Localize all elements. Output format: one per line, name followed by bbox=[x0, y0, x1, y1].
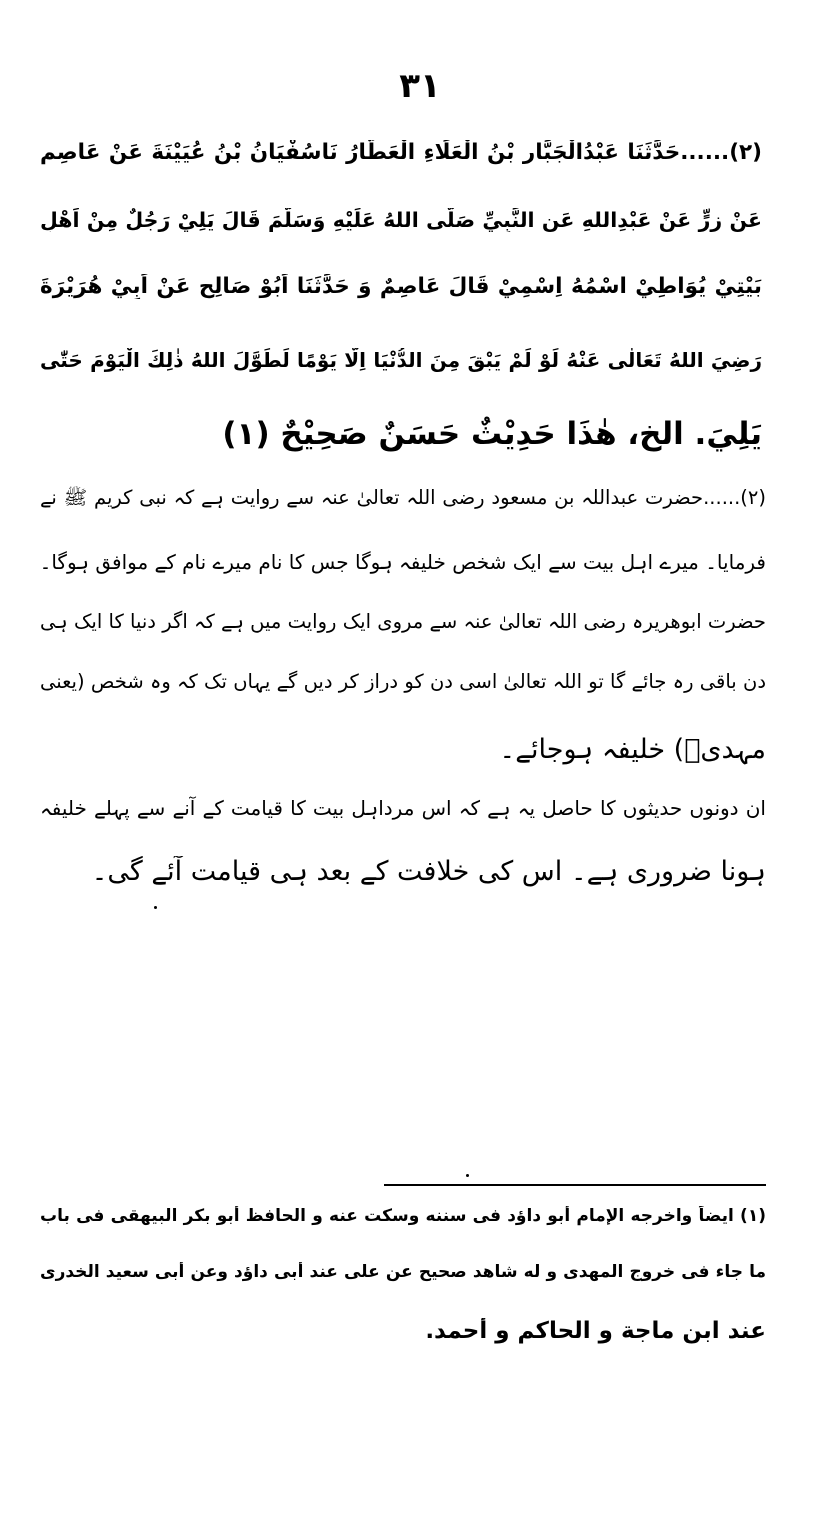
arabic-line: يَلِيَ. الخ، هٰذَا حَدِيْثٌ حَسَنٌ صَحِيْحٌ (۱) bbox=[222, 416, 762, 452]
arabic-line: عَنْ زِرٍّ عَنْ عَبْدِاللهِ عَنِ النَّبِيِّ صَلَّى اللهُ عَلَيْهِ وَسَلَّمَ قَالَ يَلِيْ رَجُلٌ مِنْ اَهْلِ bbox=[40, 208, 762, 232]
arabic-hadith-text bbox=[40, 140, 762, 470]
urdu-line: مہدیؓ) خلیفہ ہوجائے۔ bbox=[499, 734, 766, 765]
arabic-line: رَضِيَ اللهُ تَعَالٰى عَنْهُ لَوْ لَمْ يَبْقَ مِنَ الدُّنْيَا اِلَّا يَوْمًا لَطَوَّلَ اللهُ ذٰلِكَ الْيَوْمَ حَتّٰى bbox=[40, 348, 762, 372]
arabic-line: (۲)......حَدَّثَنَا عَبْدُالْجَبَّارِ بْنُ الْعَلَاءِ الْعَطَّارُ نَاسُفْيَانُ بْنُ عُيَيْنَةَ عَنْ عَاصِمٍ bbox=[40, 140, 762, 165]
urdu-line: ہونا ضروری ہے۔ اس کی خلافت کے بعد ہی قیامت آئے گی۔ bbox=[91, 856, 766, 887]
scan-speck bbox=[466, 1174, 469, 1177]
urdu-line: حضرت ابوھریرہ رضی اللہ تعالیٰ عنہ سے مروی ایک روایت میں ہے کہ اگر دنیا کا ایک ہی bbox=[40, 610, 766, 633]
arabic-line: بَيْتِيْ يُوَاطِيْ اسْمُهُ اِسْمِيْ قَالَ عَاصِمٌ وَ حَدَّثَنَا اَبُوْ صَالِحٍ عَنْ اَبِيْ هُرَيْرَةَ bbox=[40, 274, 762, 299]
urdu-translation-text bbox=[40, 486, 766, 926]
footnote-line: (۱) ایضاً واخرجه الإمام أبو داؤد فى سننه وسكت عنه و الحافظ أبو بكر البيهقى فى باب bbox=[40, 1206, 766, 1226]
scan-speck bbox=[154, 906, 157, 909]
urdu-line: ان دونوں حدیثوں کا حاصل یہ ہے کہ اس مرداہل بیت کا قیامت کے آنے سے پہلے خلیفہ bbox=[40, 796, 766, 820]
urdu-line: دن باقی رہ جائے گا تو اللہ تعالیٰ اسی دن کو دراز کر دیں گے یہاں تک کہ وہ شخص (یعنی bbox=[40, 670, 766, 693]
footnote-line: ما جاء فى خروج المهدى و له شاهد صحيح عن على عند أبى داؤد وعن أبى سعيد الخدرى bbox=[40, 1262, 766, 1282]
urdu-line: فرمایا۔ میرے اہل بیت سے ایک شخص خلیفہ ہوگا جس کا نام میرے نام کے موافق ہوگا۔ bbox=[40, 550, 766, 574]
footnote-divider bbox=[384, 1184, 766, 1186]
footnote-line: عند ابن ماجة و الحاكم و أحمد. bbox=[425, 1318, 766, 1344]
urdu-line: (۲)......حضرت عبداللہ بن مسعود رضی اللہ تعالیٰ عنہ سے روایت ہے کہ نبی کریم ﷺ نے bbox=[40, 486, 766, 509]
footnote-text bbox=[40, 1206, 766, 1366]
page-number: ۳۱ bbox=[399, 66, 441, 106]
